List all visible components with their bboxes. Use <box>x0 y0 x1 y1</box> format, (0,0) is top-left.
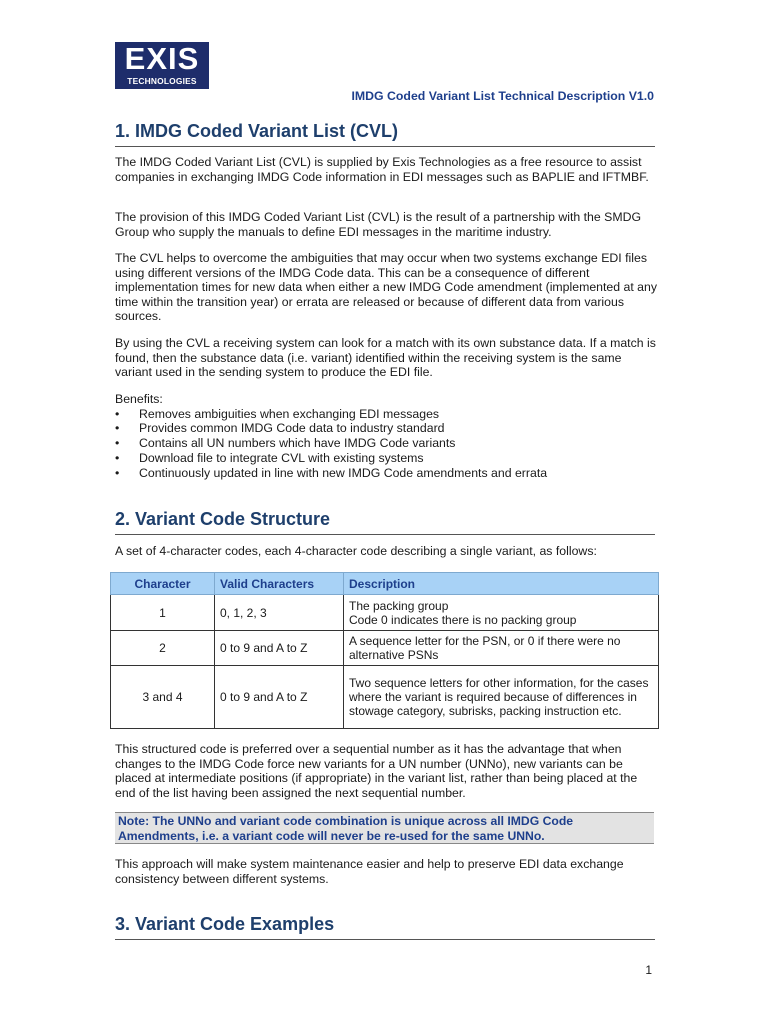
benefit-item: • Provides common IMDG Code data to industry standard <box>115 421 660 436</box>
column-header-valid-characters: Valid Characters <box>215 573 344 595</box>
cell-valid-characters: 0, 1, 2, 3 <box>215 595 344 631</box>
benefit-item: • Removes ambiguities when exchanging EDI messages <box>115 407 660 422</box>
cell-description: Two sequence letters for other information, for the cases where the variant is required because of differences in stowage category, subrisks, packing instruction etc. <box>344 666 659 729</box>
document-header-title: IMDG Coded Variant List Technical Description V1.0 <box>351 89 654 103</box>
section2-after-table: This structured code is preferred over a sequential number as it has the advantage that when changes to the IMDG Code force new variants for a UN number (UNNo), new variants can be placed at intermediate positions (if appropriate) in the variant list, rather than being placed at the end of the list having been assigned the next sequential number. <box>115 742 638 800</box>
cell-valid-characters: 0 to 9 and A to Z <box>215 631 344 666</box>
table-row <box>111 595 659 631</box>
table-row <box>111 631 659 666</box>
section2-closing: This approach will make system maintenance easier and help to preserve EDI data exchange consistency between different systems. <box>115 857 624 886</box>
section2-heading: 2. Variant Code Structure <box>115 509 655 535</box>
table-row <box>111 666 659 729</box>
benefit-item: • Contains all UN numbers which have IMDG Code variants <box>115 436 660 451</box>
cell-description <box>344 595 659 631</box>
note-box: Note: The UNNo and variant code combination is unique across all IMDG Code Amendments, i.e. a variant code will never be re-used for the same UNNo. <box>115 812 654 844</box>
benefits-list <box>115 407 660 481</box>
description-line: The packing group <box>349 598 449 613</box>
column-header-character: Character <box>111 573 215 595</box>
logo-text-main: EXIS <box>124 41 200 76</box>
section1-paragraph-4: By using the CVL a receiving system can look for a match with its own substance data. If a match is found, then the substance data (i.e. variant) identified within the receiving system is the same variant used in the sending system to produce the EDI file. <box>115 336 656 380</box>
description-line: Code 0 indicates there is no packing group <box>349 612 577 627</box>
exis-logo <box>115 42 209 89</box>
benefits-label: Benefits: <box>115 392 163 406</box>
cell-description: A sequence letter for the PSN, or 0 if there were no alternative PSNs <box>344 631 659 666</box>
page-number: 1 <box>645 963 652 977</box>
cell-character: 3 and 4 <box>111 666 215 729</box>
column-header-description: Description <box>344 573 659 595</box>
section1-paragraph-1: The IMDG Coded Variant List (CVL) is supplied by Exis Technologies as a free resource to assist companies in exchanging IMDG Code information in EDI messages such as BAPLIE and IFTMBF. <box>115 155 649 184</box>
benefit-item: • Continuously updated in line with new IMDG Code amendments and errata <box>115 466 660 481</box>
logo-text-sub: TECHNOLOGIES <box>127 76 197 86</box>
section1-paragraph-2: The provision of this IMDG Coded Variant List (CVL) is the result of a partnership with the SMDG Group who supply the manuals to define EDI messages in the maritime industry. <box>115 210 642 239</box>
section1-paragraph-3: The CVL helps to overcome the ambiguities that may occur when two systems exchange EDI files using different versions of the IMDG Code data. This can be a consequence of different implementation times for new data when either a new IMDG Code amendment (implemented at any time within the transition year) or errata are released or because of different data from various sources. <box>115 251 658 324</box>
section1-heading: 1. IMDG Coded Variant List (CVL) <box>115 121 655 147</box>
benefits-block <box>115 392 660 481</box>
section2-intro: A set of 4-character codes, each 4-character code describing a single variant, as follows: <box>115 544 597 558</box>
variant-code-table <box>110 572 659 729</box>
benefit-item: • Download file to integrate CVL with existing systems <box>115 451 660 466</box>
cell-character: 1 <box>111 595 215 631</box>
cell-valid-characters: 0 to 9 and A to Z <box>215 666 344 729</box>
section3-heading: 3. Variant Code Examples <box>115 914 655 940</box>
cell-character: 2 <box>111 631 215 666</box>
